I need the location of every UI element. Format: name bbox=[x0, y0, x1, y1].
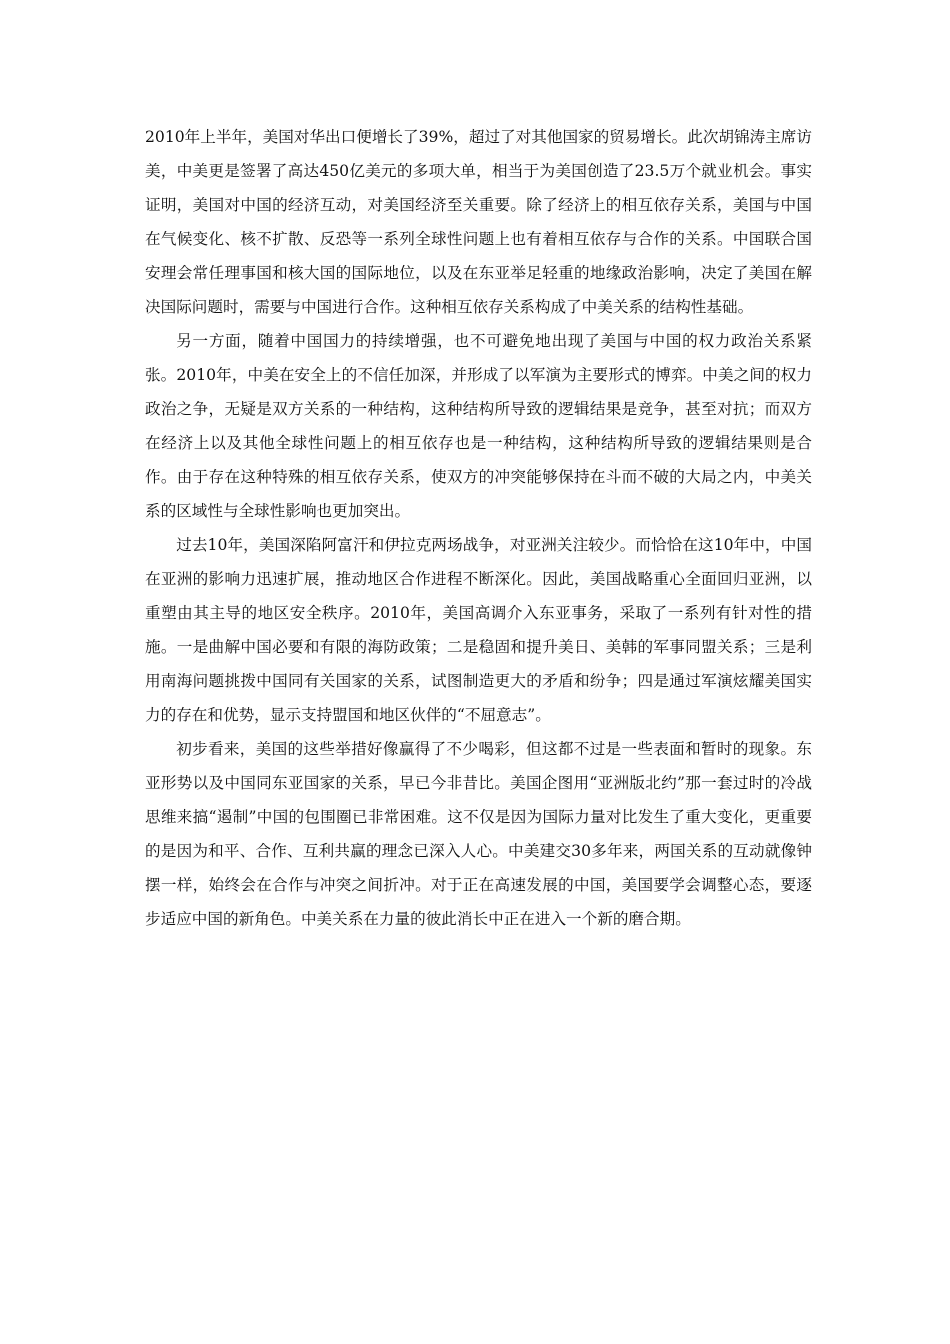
paragraph-2: 另一方面，随着中国国力的持续增强，也不可避免地出现了美国与中国的权力政治关系紧张。2010年，中美在安全上的不信任加深，并形成了以军演为主要形式的博弈。中美之间的权力政治之争，无疑是双方关系的一种结构，这种结构所导致的逻辑结果是竞争，甚至对抗；而双方在经济上以及其他全球性问题上的相互依存也是一种结构，这种结构所导致的逻辑结果则是合作。由于存在这种特殊的相互依存关系，使双方的冲突能够保持在斗而不破的大局之内，中美关系的区域性与全球性影响也更加突出。 bbox=[145, 332, 812, 520]
paragraph-3: 过去10年，美国深陷阿富汗和伊拉克两场战争，对亚洲关注较少。而恰恰在这10年中，中国在亚洲的影响力迅速扩展，推动地区合作进程不断深化。因此，美国战略重心全面回归亚洲，以重塑由其主导的地区安全秩序。2010年，美国高调介入东亚事务，采取了一系列有针对性的措施。一是曲解中国必要和有限的海防政策；二是稳固和提升美日、美韩的军事同盟关系；三是利用南海问题挑拨中国同有关国家的关系，试图制造更大的矛盾和纷争；四是通过军演炫耀美国实力的存在和优势，显示支持盟国和地区伙伴的“不屈意志”。 bbox=[145, 536, 812, 724]
article-body bbox=[145, 120, 812, 936]
paragraph-4: 初步看来，美国的这些举措好像赢得了不少喝彩，但这都不过是一些表面和暂时的现象。东亚形势以及中国同东亚国家的关系，早已今非昔比。美国企图用“亚洲版北约”那一套过时的冷战思维来搞“遏制”中国的包围圈已非常困难。这不仅是因为国际力量对比发生了重大变化，更重要的是因为和平、合作、互利共赢的理念已深入人心。中美建交30多年来，两国关系的互动就像钟摆一样，始终会在合作与冲突之间折冲。对于正在高速发展的中国，美国要学会调整心态，要逐步适应中国的新角色。中美关系在力量的彼此消长中正在进入一个新的磨合期。 bbox=[145, 740, 812, 928]
paragraph-1: 2010年上半年，美国对华出口便增长了39%，超过了对其他国家的贸易增长。此次胡锦涛主席访美，中美更是签署了高达450亿美元的多项大单，相当于为美国创造了23.5万个就业机会。事实证明，美国对中国的经济互动，对美国经济至关重要。除了经济上的相互依存关系，美国与中国在气候变化、核不扩散、反恐等一系列全球性问题上也有着相互依存与合作的关系。中国联合国安理会常任理事国和核大国的国际地位，以及在东亚举足轻重的地缘政治影响，决定了美国在解决国际问题时，需要与中国进行合作。这种相互依存关系构成了中美关系的结构性基础。 bbox=[145, 128, 812, 316]
